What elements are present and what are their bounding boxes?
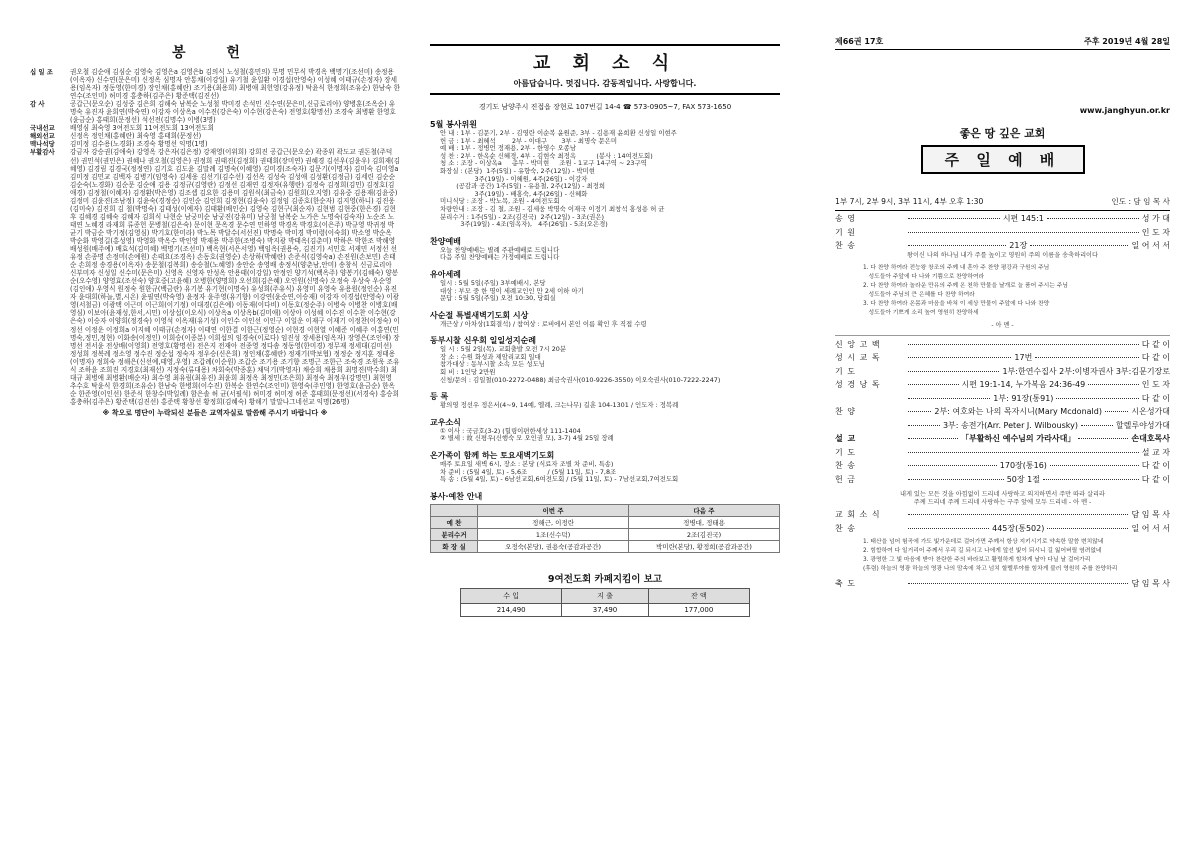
worship-order-item bbox=[835, 227, 1170, 239]
offering-lyric-line: 주께 드리네 주께 드리네 사랑하는 구주 앞에 모두 드리네 - 아 멘 - bbox=[913, 499, 1092, 506]
order-label: 찬 송 bbox=[835, 461, 856, 470]
news-section-line: 문답 : 5월 5일(주일) 오전 10:30, 당회실 bbox=[440, 294, 556, 303]
leader-dots bbox=[908, 344, 1139, 345]
leader-dots bbox=[1081, 425, 1113, 426]
order-label: 성 시 교 독 bbox=[835, 353, 881, 362]
order-performer: 인 도 자 bbox=[1141, 380, 1170, 389]
church-slogan: 좋은 땅 깊은 교회 bbox=[959, 127, 1046, 140]
order-content: 1부: 91장(통91) bbox=[993, 393, 1054, 403]
leader-dots bbox=[1088, 384, 1139, 385]
cell: 2조(김진국) bbox=[629, 528, 780, 540]
order-label: 기 도 bbox=[835, 447, 856, 457]
service-table-header bbox=[431, 504, 780, 516]
order-performer: 성 가 대 bbox=[1141, 214, 1170, 223]
cell: 1조(신수덕) bbox=[478, 528, 629, 540]
closing-hymn-lyrics bbox=[863, 538, 1170, 574]
order-performer: 설 교 자 bbox=[1141, 447, 1170, 457]
news-section-heading: 등 록 bbox=[430, 392, 449, 402]
worship-order-item bbox=[835, 406, 1170, 418]
offering-group bbox=[30, 68, 400, 100]
order-label: 찬 양 bbox=[835, 407, 856, 416]
cell: 177,000 bbox=[648, 603, 749, 616]
leader-dots bbox=[908, 218, 1000, 219]
website-link[interactable]: www.janghyun.or.kr bbox=[1079, 106, 1170, 115]
news-section-line: 청 소 : 조장 - 이상옥a 총무 - 박미현 조원 - 1교구 14구역 ~ 23구역 bbox=[440, 159, 647, 168]
worship-order-item bbox=[835, 420, 1170, 432]
order-performer: 할렐루야성가대 bbox=[1115, 420, 1170, 430]
hymn-verse-line: 성도들아 기쁘게 소리 높여 영원히 찬양하세 bbox=[863, 309, 979, 316]
order-performer: 담 임 목 사 bbox=[1131, 579, 1170, 588]
hymn-lyrics bbox=[863, 264, 1170, 318]
leader-dots bbox=[1056, 398, 1138, 399]
order-label: 송 영 bbox=[835, 214, 856, 223]
order-performer: 다 같 이 bbox=[1141, 339, 1170, 349]
order-label: 신 앙 고 백 bbox=[835, 339, 881, 349]
amen-text: - 아 멘 - bbox=[991, 321, 1014, 329]
cell: 분리수거 bbox=[431, 528, 478, 540]
news-section-line: 장 소 : 수원 화성과 제암리교회 일대 bbox=[440, 352, 541, 361]
songyoung-verse: 왕이신 나의 하나님 내가 주를 높이고 영원히 주의 이름을 송축하리이다 bbox=[906, 251, 1099, 259]
service-info bbox=[835, 196, 1170, 207]
leader-dots bbox=[1047, 218, 1139, 219]
news-section-line: 3주(19일) - 이혜원, 4주(26일) - 이강자 bbox=[440, 174, 588, 183]
order-performer: 시온성가대 bbox=[1131, 407, 1170, 416]
news-section-line: 3주(19일) - 4조(임옥자), 4주(26일) - 5조(오은경) bbox=[440, 220, 608, 229]
church-motto: 아름답습니다. 멋집니다. 감동적입니다. 사랑합니다. bbox=[513, 79, 697, 88]
worship-order-item bbox=[835, 523, 1170, 535]
leader-dots bbox=[908, 357, 1011, 358]
news-section-line: 차량안내 : 조장 - 김 철, 조원 - 김세웅 박명숙 이재국 이정기 최창석 홍성용 허 균 bbox=[440, 204, 665, 213]
offering-note: ※ 착오로 명단이 누락되신 분들은 교역자실로 말씀해 주시기 바랍니다 ※ bbox=[102, 408, 328, 417]
worship-order-item bbox=[835, 240, 1170, 252]
offering-group-names: 공갑근(문오순) 김성중 김은희 김해숙 남복순 노성철 박미경 손석민 신수연(문은미,신금로리아) 양병훈(조옥순) 유명숙 유진자 윤희연(박숙연) 이강자 이상옥a 이수진(강은숙) 이수현(강은숙) 전영호(황명선) 조경숙 최병환 한영호(윤금순) 홍태희(문정선) 석선전(김명수) 이병(3명) bbox=[70, 100, 396, 125]
order-content: 17번 bbox=[1014, 353, 1033, 362]
news-section-line: ① 이사 : 국금호(3-2) (힐링이편한세상 111-1404 bbox=[440, 426, 581, 435]
news-section-line: 분리수거 : 1주(5일) - 2조(김진국) 2주(12일) - 3조(권은) bbox=[440, 212, 605, 221]
hymn-verse-line: 3. 광명한 그 빛 마음에 받아 찬란한 주의 바라보고 활렬하게 힘차게 날아 다닐 날 걸어가리 bbox=[863, 557, 1091, 563]
cell: 정병대, 정태용 bbox=[629, 516, 780, 528]
worship-order-item bbox=[835, 474, 1170, 486]
news-header bbox=[430, 44, 780, 95]
order-label: 기 원 bbox=[835, 227, 856, 237]
order-label: 축 도 bbox=[835, 579, 856, 588]
news-section-line: (공감과 공간) 1주(5일) - 유용철, 2주(12일) - 최정희 bbox=[440, 182, 606, 191]
order-content: 시편 19:1-14, 누가복음 24:36-49 bbox=[961, 380, 1086, 389]
news-section-heading: 유아세례 bbox=[430, 269, 461, 279]
worship-order-item bbox=[835, 433, 1170, 445]
offering-lyric-line: 내게 있는 모든 것을 아낌없이 드리네 사랑하고 의지하면서 주만 따라 살리라 bbox=[900, 491, 1105, 498]
church-address: 경기도 남양주시 진접읍 장현로 107번길 14-4 ☎ 573-0905~7, FAX 573-1650 bbox=[478, 103, 732, 111]
cell: 박미란(본당), 황정희(공감과공간) bbox=[629, 540, 780, 552]
news-section-heading: 사순절 특별새벽기도회 시상 bbox=[430, 310, 529, 320]
worship-order-part4 bbox=[835, 578, 1170, 590]
cafe-table-header bbox=[461, 588, 750, 603]
table-row bbox=[431, 528, 780, 540]
news-section-line: 참가대상 : 동부시찰 소속 모든 성도님 bbox=[440, 360, 545, 369]
news-section-heading: 봉사·예찬 안내 bbox=[430, 491, 483, 501]
news-section-line: 매주 토요일 새벽 6시, 장소 : 본당 (식료자 조별 차 준비, 특송) bbox=[440, 460, 614, 469]
cell: 37,490 bbox=[562, 603, 648, 616]
divider bbox=[835, 49, 1170, 50]
leader-dots bbox=[908, 465, 997, 466]
hymn-verse-line: 3. 다 찬양 하여라 온몸과 마음을 바쳐 이 세상 만물이 주앞에 다 나와 찬양 bbox=[863, 300, 1050, 307]
news-section-line: 회 비 : 1인당 2만원 bbox=[440, 368, 496, 377]
news-section-heading: 온가족이 함께 하는 토요새벽기도회 bbox=[430, 451, 555, 461]
worship-order-part1 bbox=[835, 213, 1170, 252]
offering-group-names: 강금자 강승권(김애숙) 강영옥 강은자(김은정) 강재영(이위희) 강희진 공갑근(문오순) 곽종위 곽도교 권돈철(주덕선) 권민석(권민은) 권혜나 권오철(김영은) 권정희 권태진(김정희) 권태희(장미연) 권혜경 김선우(김윤우) 김희재(김혜영) 김경림 김경국(정정연) 김기호 김도윤 김말례 김명숙(이혜영) 김미경(조숙자) 김문기(이명자) 김미숙 김미영a 김미정 김민교 김백자 김병기(임영숙) 김세웅 김선기(김수선) 김선옥 김성숙 김성애 김성환(김정금) 김세린 김순순 김순숙(노경화) 김순문 김순애 김용 김정규(김영란) 김정선 김재연 김정자(유행란) 김정숙 김정희(김민) 김정호(김애경) 김정철(이혜자) 김정환(박은영) 김조셉 김요한 김용미 김원식(최금숙) 김원희(오지영) 김유중 김용재(김윤중) 김정미 김윤진(조남정) 김윤숙(경정순) 김인순 김인희 김정현(김윤숙) 김정임 김종호(한순자) 김지영(하니) 김진웅(김미숙) 김진희 김 철(박명숙) 김태성(이예자) 김태환(배인순) 김영숙 김현구(최순자) 김현범 김현중(한은경) 김현후 김혜경 김혜숙 김혜자 김희식 나현순 남궁미순 남궁진(강유미) 남궁철 남복순 노가은 노명숙(김숙자) 노순조 노태연 노혜경 라재희 류종헌 문병철(김은숙) 문이현 문옥경 문수연 민하영 박경옥 박경호(이은주) 박규영 박귀정 박균기 박금순 박기정(김영심) 박기호(한미라) 박노목 박달수(서선진) 박명숙 박미경 박미령(이숙희) 박소영 박순옥 박순화 박영길(홍성영) 박영화 박옥수 박인영 박재용 박주한(조병숙) 박지광 박태옥(김춘미) 박하은 박한조 박해영 배성원(배주예) 배효석(김미혜) 백명기(조선미) 백옥현(서은서영) 백임옥(권용숙, 김진기) 서민호 서재민 서정선 선유정 손종명 손정미(손예원) 손태요(조경옥) 손동호(권영순) 손상하(박혜란) 손준식(김영숙a) 손진원(손보민) 손태순 손희정 송경용(이옥자) 송문철(김복희) 송승철(노혜영) 송안순 송영배 송정식(양춘남,안미) 송창식 신금로리아 신부미자 신성일 신수미(문은미) 신영옥 신영자 안성옥 안용태(이강일) 안정인 양기석(백옥주) 양봉기(김혜숙) 양봉순(오수영) 양영효(조선숙) 양호중(고윤혜) 오병한(양명희) 오선희(김은혜) 오인원(신명숙) 오정숙 우상숙 우순영(김인애) 우영식 원정숙 원한규(백금란) 유기봉 유기현(이명숙) 유성희(주유식) 유영미 유영숙 유용원(정인순) 유진자 윤대희(하늘,별,시온) 윤필연(박숙영) 윤정자 윤주영(유기향) 이강연(윤순연,이승재) 이강자 이경섭(안영숙) 이광영(서철금) 이광택 이근미 이근희(이기정) 이대경(김은예) 이동재(이다비) 이동호(정순주) 이병숙 이병찬 이병호(배영심) 이보아(윤재성,한서,시민) 이상섭(이오식) 이상옥a 이상옥b(김미애) 이상아 이성혜 이수진 이수찬 이수현(강은숙) 이승자 이양희(정경숙) 이영석 이옥재(유기성) 이인수 이인선 이인구 이일운 이재구 이재기 이정찬(이정숙) 이정선 이정운 이정희a 이지혜 이태규(손정자) 이태연 이한결 이한근(정영순) 이현경 이현열 이혜준 이혜주 이홍연(민명숙,정민,정현) 이화송(이정인) 이희승(이종분) 이희섭의 임경숙(이로다) 임진성 장세용(임옥자) 장영은(조인애) 장명선 전서윤 전상배(이영희) 전영호(황명선) 전은지 전재아 전종영 정다솜 정동영(한미경) 정무재 정세대(김미선) 정성희 정복례 정소영 정수진 정순섭 정숙자 정우승(신은희) 정인채(홍혜란) 정재기(박보협) 정정순 정지훈 정태용(이명자) 정희숙 정해은(신선예,태영,우영) 조갑례(이순원) 조갑순 조기용 조기향 조명근 조한근 조숙경 조원욱 조유식 조하윤 조희진 지경호(최재선) 지정숙(류대용) 차회숙(박종훈) 채덕기(박영자) 채승희 채용희 최명진(박수희) 최대규 최병애 최병환(배순자) 최수영 최유림(최유진) 최윤희 최정옥 최정민(조은희) 최정숙 최정우(강명민) 최현영 추수호 탁윤식 한경희(조유순) 한남숙 한병희(이수진) 한복순 한연수(조인미) 한영숙(주민영) 한영호(윤금순) 한옥순 한준영(이인선) 한준식 한창수(박일례) 함은솔 허 균(서필석) 허미경 허미정 허준 홍태희(문정선)(서경숙) 홍승희 홍충하(김주은) 황준택(김진선) 홍준택 황창선 황정희(김혜숙) 황해기 말말나그네선교 익명(26명) bbox=[70, 148, 400, 406]
leader-dots bbox=[1047, 528, 1128, 529]
news-section-heading: 동부시찰 신우회 일일성지순례 bbox=[430, 336, 537, 346]
volume-number: 제66권 17호 bbox=[835, 37, 884, 46]
hymn-verse-line: (후렴) 하늘의 영광 하늘의 영광 나의 맘속에 차고 넘치 할렐루야를 힘차게 불러 영원히 주를 찬양하리 bbox=[863, 566, 1118, 572]
order-content: 2부: 여호와는 나의 목자시니(Mary Mcdonald) bbox=[934, 407, 1102, 416]
leader-dots bbox=[1105, 411, 1128, 412]
news-section-line: 오늘 찬양예배는 별례 주관예배로 드립니다 bbox=[440, 245, 560, 254]
leader-dots bbox=[1043, 479, 1139, 480]
order-content: 시편 145:1 bbox=[1002, 214, 1044, 223]
leader-dots bbox=[1030, 245, 1128, 246]
hymn-verse-line: 성도들아 주님의 큰 은혜를 다 찬양 하여라 bbox=[863, 291, 975, 298]
leader-dots bbox=[908, 411, 931, 412]
table-row bbox=[461, 603, 750, 616]
offering-group-names: 배영심 최숙영 3여전도회 11여전도회 13여전도회 bbox=[70, 124, 215, 133]
order-label: 교 회 소 식 bbox=[835, 510, 881, 519]
divider bbox=[835, 210, 1170, 211]
offering-group bbox=[30, 148, 400, 406]
order-content: 3부: 송전가(Arr. Peter J. Wilbousky) bbox=[942, 420, 1078, 430]
order-content: 21장 bbox=[1009, 241, 1028, 250]
news-section-line: ② 별세 : 故 신평우(신행숙 모 오인권 모), 3-7) 4월 25일 장례 bbox=[440, 434, 614, 443]
leader-dots bbox=[908, 425, 940, 426]
hymn-verse-line: 1. 다 찬양 하여라 전능왕 창조의 주께 내 혼아 주 찬양 평강과 구원의 주님 bbox=[863, 264, 1050, 271]
offering-hymn-lyrics bbox=[835, 491, 1170, 507]
order-label: 찬 송 bbox=[835, 523, 856, 533]
worship-order-part2 bbox=[835, 339, 1170, 486]
cell: 예 찬 bbox=[431, 516, 478, 528]
service-times: 1부 7시, 2부 9시, 3부 11시, 4부 오후 1:30 bbox=[835, 197, 984, 206]
worship-order-item bbox=[835, 393, 1170, 405]
cell: 정해근, 이정란 bbox=[478, 516, 629, 528]
cafe-report-title: 9여전도회 카페지킴이 보고 bbox=[547, 573, 663, 585]
worship-order-item bbox=[835, 460, 1170, 472]
order-label: 헌 금 bbox=[835, 474, 856, 484]
worship-order-item bbox=[835, 352, 1170, 364]
worship-order-item bbox=[835, 509, 1170, 521]
order-performer: 일 어 서 서 bbox=[1131, 523, 1170, 533]
news-section-line: 미니식당 : 조장 - 박노목, 조원 - 4여전도회 bbox=[440, 197, 560, 206]
worship-order-item bbox=[835, 339, 1170, 351]
leader-dots bbox=[908, 452, 1139, 453]
church-news-column bbox=[430, 0, 780, 848]
order-label: 찬 송 bbox=[835, 241, 856, 250]
order-performer: 다 같 이 bbox=[1141, 474, 1170, 484]
news-section-line: 신청/문의 : 김일철(010-2272-0488) 최금숙권사(010-9226-3550) 이오숙권사(010-7222-2247) bbox=[440, 375, 721, 384]
worship-order-item bbox=[835, 213, 1170, 225]
worship-order-item bbox=[835, 366, 1170, 378]
news-section-line: 개근상 / 아차상(1회결석) / 참여상 : 로비에서 본인 이름 확인 후 직접 수령 bbox=[440, 319, 647, 328]
offering-group-label: 해외선교 bbox=[30, 132, 55, 141]
leader-dots bbox=[1050, 465, 1139, 466]
cell: 오정숙(본당), 권용숙(공감과공간) bbox=[478, 540, 629, 552]
cell: 이번 주 bbox=[478, 504, 629, 516]
cell: 214,490 bbox=[461, 603, 562, 616]
cell: 잔 액 bbox=[648, 588, 749, 603]
offering-group-label: 부활감사 bbox=[30, 148, 55, 157]
offering-column bbox=[30, 0, 400, 848]
hymn-verse-line: 2. 다 찬양 하여라 놀라운 만유의 주께 온 천하 만물을 날개로 늘 품어 주시는 주님 bbox=[863, 282, 1068, 289]
news-section-line: 황의영 정선우 정은서(4~9, 14예, 엘례, 크는나무) 길훈 104-1301 / 인도자 : 정복례 bbox=[440, 401, 679, 410]
news-section-line: 화장실 : (본당) 1주(5일) - 유향숙, 2주(12일) - 박미현 bbox=[440, 166, 595, 175]
cell bbox=[431, 504, 478, 516]
cell: 다음 주 bbox=[629, 504, 780, 516]
worship-order-item bbox=[835, 578, 1170, 590]
worship-title-box: 주 일 예 배 bbox=[921, 145, 1085, 174]
leader-dots bbox=[908, 514, 1128, 515]
divider bbox=[835, 335, 1170, 336]
offering-group-label: 감 사 bbox=[30, 100, 45, 109]
news-section-line: 예 배 : 1부 - 정병언 정재용, 2부 - 한영수 오종남 bbox=[440, 144, 577, 153]
news-section-line: 특 송 : (5월 4일, 토) - 6남선교회,6여전도회 / (5월 11일, 토) - 7남선교회,7여전도회 bbox=[440, 475, 679, 484]
hymn-verse-line: 2. 힘합하여 다 일거리어 주께서 우리 길 되시고 나에게 앞선 빛이 되시니 길 잃어버릴 염려없네 bbox=[863, 548, 1102, 554]
offering-group-names: 권오철 김순애 김심순 김영숙 김영은a 김영은b 김의식 노성철(흥민의) 무명 민무식 박경옥 백명기(조선미) 송정용(이옥자) 신수연(문은미) 신정옥 심명자 안통채(이강일) 유기철 윤일환 이경섭(안영숙) 이성혜 이태규(손정자) 장세용(임옥자) 정동영(한미경) 장인채(홍혜란) 조기용(최용희) 최병애 최헌영(강유정) 탁윤식 한정희(조유순) 한남숙 한연수(조인미) 허미경 홍충하(김주은) 황준택(김진선) bbox=[70, 68, 400, 101]
bulletin-date: 주후 2019년 4월 28일 bbox=[1084, 37, 1170, 46]
order-performer: 인 도 자 bbox=[1141, 227, 1170, 237]
hymn-verse-line: 성도들아 주앞에 다 나와 기쁨으로 찬양하여라 bbox=[863, 273, 985, 280]
leader-dots bbox=[908, 384, 959, 385]
leader-dots bbox=[908, 245, 1006, 246]
table-row bbox=[431, 540, 780, 552]
leader-dots bbox=[1078, 438, 1128, 439]
news-sections bbox=[430, 119, 780, 502]
offering-group-label: 십 일 조 bbox=[30, 68, 53, 76]
service-table bbox=[430, 504, 780, 553]
news-section-line: 차 준비 : (5월 4일, 토) - 5,6조 / (5월 11일, 토) - 7,8조 bbox=[440, 467, 617, 476]
order-performer: 손대호목사 bbox=[1131, 434, 1170, 443]
order-performer: 다 같 이 bbox=[1141, 353, 1170, 362]
order-performer: 다 같 이 bbox=[1141, 461, 1170, 470]
leader-dots bbox=[1035, 357, 1138, 358]
news-section-line: 일시 : 5월 5일(주일) 3부예배시, 본당 bbox=[440, 278, 546, 287]
news-section-line: 헌 금 : 1부 - 최혜석 2부 - 이대구 3부 - 최명숙 문은미 bbox=[440, 136, 617, 145]
worship-order-column bbox=[835, 0, 1170, 848]
news-section-line: 안 내 : 1부 - 김문기, 2부 - 김영란 이순복 윤원준, 3부 - 김용재 윤희환 신성일 이현주 bbox=[440, 129, 677, 137]
hymn-verse-line: 1. 태산을 넘어 험곡에 가도 빛가운데로 걸어가면 주께서 항상 지키시기로 약속한 말씀 변치않네 bbox=[863, 539, 1104, 545]
news-section-line: 일 시 : 5월 2일(목), 교회출발 오전 7시 20분 bbox=[440, 345, 567, 354]
order-content: 445장(통502) bbox=[992, 523, 1045, 533]
table-row bbox=[431, 516, 780, 528]
news-section-heading: 5월 봉사위원 bbox=[430, 120, 477, 129]
order-label: 성 경 낭 독 bbox=[835, 380, 881, 389]
worship-order-item bbox=[835, 447, 1170, 459]
offering-group-label: 맥나석당 bbox=[30, 140, 55, 149]
order-performer: 1부:한연수집사 2부:이병자권사 3부:김문기장로 bbox=[1002, 366, 1170, 376]
offering-group-names: 신정옥 정인채(홍혜란) 최숙영 홍태희(문정선) bbox=[70, 132, 202, 141]
bulletin-header bbox=[835, 36, 1170, 47]
order-performer: 담 임 목 사 bbox=[1131, 510, 1170, 519]
leader-dots bbox=[908, 438, 958, 439]
cell: 수 입 bbox=[461, 588, 562, 603]
news-section-line: 성 찬 : 2부 - 한옥순 신혜경, 4부 - 김현숙 최정옥 (봉사 : 14여전도회) bbox=[440, 151, 653, 160]
offering-groups bbox=[30, 68, 400, 406]
news-section-line: 대상 : 부모 중 한 명이 세례교인인 만 2세 이하 아기 bbox=[440, 286, 584, 295]
leader-dots bbox=[908, 232, 1139, 233]
news-section-heading: 찬양예배 bbox=[430, 236, 461, 246]
leader-dots bbox=[908, 479, 1004, 480]
offering-group-names: 김미정 김수용(노경화) 조경숙 황명선 익명(1명) bbox=[70, 140, 208, 149]
news-section-line: 다음 주일 찬양예배는 가정예배로 드립니다 bbox=[440, 253, 560, 262]
order-label: 기 도 bbox=[835, 366, 856, 376]
order-content: 「부활하신 예수님의 가라사대」 bbox=[961, 434, 1076, 443]
cell: 지 출 bbox=[562, 588, 648, 603]
leader-dots bbox=[908, 583, 1128, 584]
order-label: 설 교 bbox=[835, 434, 857, 443]
worship-leader: 인도 : 담 임 목 사 bbox=[1111, 197, 1170, 206]
order-performer: 다 같 이 bbox=[1141, 393, 1170, 403]
leader-dots bbox=[908, 398, 990, 399]
cell: 화 장 실 bbox=[431, 540, 478, 552]
cafe-report-table bbox=[460, 588, 750, 617]
order-content: 170장(통16) bbox=[999, 461, 1047, 470]
leader-dots bbox=[908, 528, 989, 529]
offering-group-label: 국내선교 bbox=[30, 124, 55, 133]
worship-order-item bbox=[835, 379, 1170, 391]
order-performer: 일 어 서 서 bbox=[1131, 241, 1170, 250]
news-section-heading: 교우소식 bbox=[430, 417, 461, 427]
offering-title: 봉 헌 bbox=[172, 45, 258, 61]
news-title: 교 회 소 식 bbox=[532, 53, 678, 74]
worship-order-part3 bbox=[835, 509, 1170, 534]
order-content: 50장 1절 bbox=[1006, 474, 1040, 484]
offering-group bbox=[30, 100, 400, 124]
news-section-line: 3주(19일) - 배홍숙, 4주(26일) - 신혜화 bbox=[440, 189, 588, 198]
leader-dots bbox=[908, 371, 999, 372]
